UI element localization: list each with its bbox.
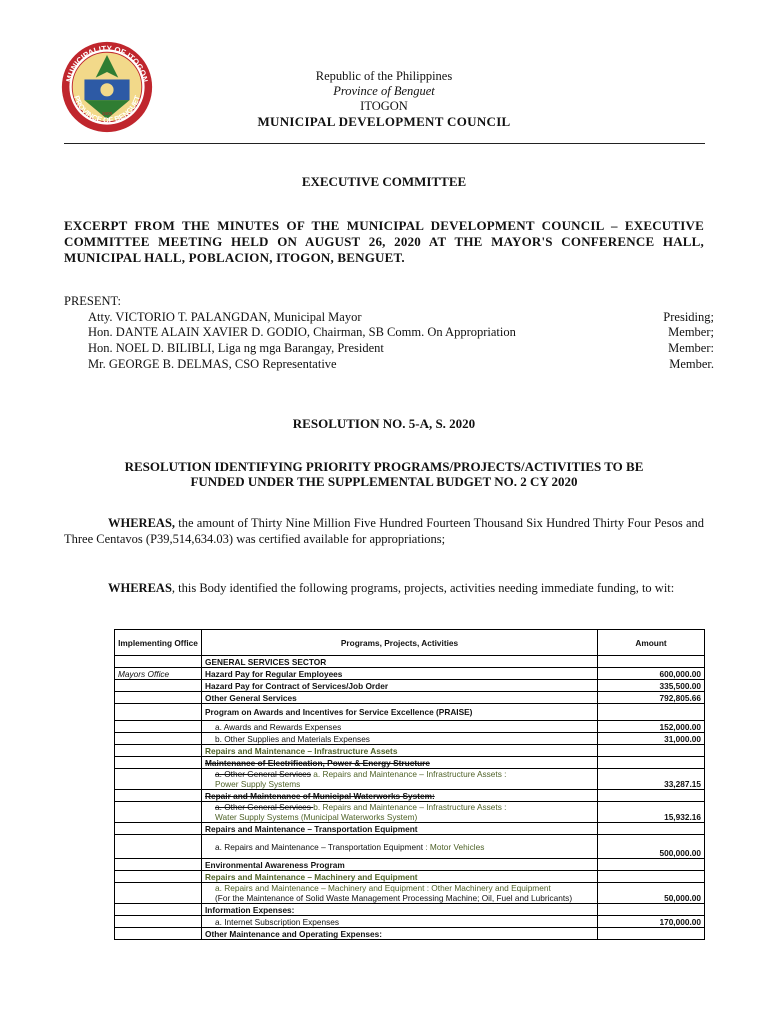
svg-text:MUNICIPALITY OF ITOGON: MUNICIPALITY OF ITOGON bbox=[64, 44, 150, 83]
member-name: Atty. VICTORIO T. PALANGDAN, Municipal Mayor bbox=[88, 309, 362, 324]
resolution-title-line-1: RESOLUTION IDENTIFYING PRIORITY PROGRAMS/PROJECTS/ACTIVITIES TO BE bbox=[124, 459, 644, 474]
table-row bbox=[115, 745, 705, 757]
ppa-text: Environmental Awareness Program bbox=[205, 859, 345, 870]
municipality-line: ITOGON bbox=[360, 99, 408, 113]
cell-ppa bbox=[202, 745, 598, 757]
whereas-lead: WHEREAS bbox=[108, 581, 172, 595]
cell-amount: 33,287.15 bbox=[598, 769, 705, 790]
cell-amount bbox=[598, 656, 705, 668]
cell-ppa bbox=[202, 656, 598, 668]
ppa-text: Repairs and Maintenance – Transportation Equipment bbox=[205, 823, 418, 834]
table-row bbox=[115, 733, 705, 745]
ppa-text: Repairs and Maintenance – Machinery and Equipment bbox=[205, 871, 418, 882]
cell-ppa bbox=[202, 883, 598, 904]
resolution-number: RESOLUTION NO. 5-A, S. 2020 bbox=[292, 416, 476, 431]
cell-office bbox=[115, 802, 202, 823]
cell-ppa bbox=[202, 668, 598, 680]
province-line: Province of Benguet bbox=[333, 84, 435, 98]
member-role: Member: bbox=[668, 341, 714, 356]
cell-amount bbox=[598, 745, 705, 757]
cell-ppa bbox=[202, 757, 598, 769]
cell-office bbox=[115, 745, 202, 757]
member-name: Hon. DANTE ALAIN XAVIER D. GODIO, Chairman, SB Comm. On Appropriation bbox=[88, 325, 516, 340]
cell-ppa bbox=[202, 680, 598, 692]
cell-amount bbox=[598, 790, 705, 802]
cell-ppa bbox=[202, 859, 598, 871]
cell-ppa bbox=[202, 769, 598, 790]
header-amount: Amount bbox=[598, 630, 705, 656]
ppa-subtext: : Motor Vehicles bbox=[423, 841, 485, 852]
present-label: PRESENT: bbox=[64, 294, 122, 308]
table-row bbox=[115, 904, 705, 916]
cell-office bbox=[115, 656, 202, 668]
cell-ppa bbox=[202, 871, 598, 883]
table-row bbox=[115, 757, 705, 769]
table-row bbox=[115, 823, 705, 835]
table-row bbox=[115, 928, 705, 940]
republic-line: Republic of the Philippines bbox=[315, 69, 453, 83]
table-row bbox=[115, 835, 705, 859]
whereas-paragraph-2 bbox=[64, 580, 704, 596]
table-row bbox=[115, 871, 705, 883]
ppa-text: Hazard Pay for Contract of Services/Job Order bbox=[205, 680, 389, 691]
ppa-text: Other Maintenance and Operating Expenses: bbox=[205, 928, 383, 939]
excerpt-paragraph: EXCERPT FROM THE MINUTES OF THE MUNICIPAL DEVELOPMENT COUNCIL – EXECUTIVE COMMITTEE MEETING HELD ON AUGUST 26, 2020 AT THE MAYOR'S CONFERENCE HALL, MUNICIPAL HALL, POBLACION, ITOGON, BENGUET. bbox=[64, 218, 704, 265]
table-row bbox=[115, 769, 705, 790]
table-row bbox=[115, 704, 705, 721]
ppa-text: b. Other Supplies and Materials Expenses bbox=[215, 733, 370, 744]
table-row bbox=[115, 883, 705, 904]
cell-amount bbox=[598, 823, 705, 835]
struck-text: a. Other General Services bbox=[215, 802, 314, 812]
table-row bbox=[115, 656, 705, 668]
ppa-text: a. Internet Subscription Expenses bbox=[215, 916, 340, 927]
member-role: Member. bbox=[669, 356, 714, 371]
member-role: Member; bbox=[668, 325, 714, 340]
whereas-paragraph-1 bbox=[64, 515, 704, 547]
cell-amount: 152,000.00 bbox=[598, 721, 705, 733]
cell-office bbox=[115, 680, 202, 692]
cell-office bbox=[115, 733, 202, 745]
resolution-title-line-2: FUNDED UNDER THE SUPPLEMENTAL BUDGET NO. 2 CY 2020 bbox=[190, 474, 578, 489]
table-row bbox=[115, 916, 705, 928]
present-list bbox=[64, 294, 714, 372]
ppa-text: Maintenance of Electrification, Power & Energy Structure bbox=[205, 757, 430, 768]
member-role: Presiding; bbox=[663, 309, 714, 324]
cell-ppa bbox=[202, 823, 598, 835]
ppa-text: Hazard Pay for Regular Employees bbox=[205, 668, 343, 679]
cell-office bbox=[115, 859, 202, 871]
ppa-text: Information Expenses: bbox=[205, 904, 295, 915]
cell-ppa bbox=[202, 904, 598, 916]
whereas-text: , this Body identified the following programs, projects, activities needing immediate funding, to wit: bbox=[171, 581, 675, 595]
cell-office bbox=[115, 757, 202, 769]
ppa-subtext: (For the Maintenance of Solid Waste Management Processing Machine; Oil, Fuel and Lubricants) bbox=[215, 893, 573, 903]
cell-ppa bbox=[202, 704, 598, 721]
ppa-text: a. Awards and Rewards Expenses bbox=[215, 721, 342, 732]
cell-amount: 335,500.00 bbox=[598, 680, 705, 692]
cell-office bbox=[115, 692, 202, 704]
svg-text:PROVINCE OF BENGUET: PROVINCE OF BENGUET bbox=[72, 94, 142, 125]
cell-amount: 600,000.00 bbox=[598, 668, 705, 680]
whereas-lead: WHEREAS, bbox=[108, 516, 176, 530]
table-row bbox=[115, 802, 705, 823]
header-office: Implementing Office bbox=[115, 630, 202, 656]
cell-amount: 500,000.00 bbox=[598, 835, 705, 859]
cell-amount bbox=[598, 757, 705, 769]
ppa-text: a. Repairs and Maintenance – Transportation Equipment bbox=[215, 841, 424, 852]
present-member bbox=[64, 357, 714, 373]
cell-ppa bbox=[202, 721, 598, 733]
cell-amount: 50,000.00 bbox=[598, 883, 705, 904]
table-header-row bbox=[115, 630, 705, 656]
cell-amount bbox=[598, 928, 705, 940]
whereas-text: the amount of Thirty Nine Million Five Hundred Fourteen Thousand Six Hundred Thirty Four Pesos and Three Centavos (P39,514,634.03) was certified available for appropriations; bbox=[64, 516, 704, 546]
table-row bbox=[115, 680, 705, 692]
ppa-text: GENERAL SERVICES SECTOR bbox=[205, 656, 327, 667]
ppa-table bbox=[114, 629, 705, 940]
svg-text:1900: 1900 bbox=[101, 111, 113, 117]
cell-office bbox=[115, 721, 202, 733]
ppa-text: Program on Awards and Incentives for Service Excellence (PRAISE) bbox=[205, 707, 473, 717]
cell-amount: 31,000.00 bbox=[598, 733, 705, 745]
ppa-text: b. Repairs and Maintenance – Infrastructure Assets : bbox=[313, 802, 507, 812]
cell-amount: 792,805.66 bbox=[598, 692, 705, 704]
cell-office bbox=[115, 790, 202, 802]
present-member bbox=[64, 325, 714, 341]
present-member bbox=[64, 310, 714, 326]
table-row bbox=[115, 790, 705, 802]
table-row bbox=[115, 859, 705, 871]
cell-office bbox=[115, 904, 202, 916]
ppa-text: Repair and Maintenance of Municipal Waterworks System: bbox=[205, 790, 435, 801]
cell-ppa bbox=[202, 733, 598, 745]
cell-amount bbox=[598, 859, 705, 871]
struck-text: a. Other General Services bbox=[215, 769, 311, 779]
committee-title: EXECUTIVE COMMITTEE bbox=[301, 174, 467, 189]
cell-amount bbox=[598, 904, 705, 916]
ppa-text: a. Repairs and Maintenance – Infrastructure Assets : bbox=[310, 769, 507, 779]
cell-office bbox=[115, 883, 202, 904]
cell-office bbox=[115, 871, 202, 883]
cell-amount: 170,000.00 bbox=[598, 916, 705, 928]
ppa-text: Other General Services bbox=[205, 692, 297, 703]
cell-office bbox=[115, 823, 202, 835]
cell-ppa bbox=[202, 835, 598, 859]
cell-ppa bbox=[202, 928, 598, 940]
cell-office bbox=[115, 928, 202, 940]
cell-amount: 15,932.16 bbox=[598, 802, 705, 823]
cell-ppa bbox=[202, 692, 598, 704]
table-row bbox=[115, 721, 705, 733]
header-ppa: Programs, Projects, Activities bbox=[202, 630, 598, 656]
ppa-text: a. Repairs and Maintenance – Machinery and Equipment : Other Machinery and Equipment bbox=[215, 883, 551, 893]
member-name: Mr. GEORGE B. DELMAS, CSO Representative bbox=[88, 356, 337, 371]
council-line: MUNICIPAL DEVELOPMENT COUNCIL bbox=[257, 114, 511, 129]
cell-amount bbox=[598, 704, 705, 721]
table-row bbox=[115, 668, 705, 680]
header-divider bbox=[64, 143, 705, 144]
cell-office: Mayors Office bbox=[115, 668, 202, 680]
table-row bbox=[115, 692, 705, 704]
ppa-text: Repairs and Maintenance – Infrastructure Assets bbox=[205, 745, 398, 756]
cell-ppa bbox=[202, 802, 598, 823]
member-name: Hon. NOEL D. BILIBLI, Liga ng mga Barangay, President bbox=[88, 341, 384, 356]
cell-ppa bbox=[202, 916, 598, 928]
cell-office bbox=[115, 835, 202, 859]
cell-amount bbox=[598, 871, 705, 883]
cell-office bbox=[115, 704, 202, 721]
cell-office bbox=[115, 916, 202, 928]
present-member bbox=[64, 341, 714, 357]
cell-ppa bbox=[202, 790, 598, 802]
cell-office bbox=[115, 769, 202, 790]
ppa-subtext: Power Supply Systems bbox=[215, 779, 301, 789]
ppa-subtext: Water Supply Systems (Municipal Waterworks System) bbox=[215, 812, 418, 822]
